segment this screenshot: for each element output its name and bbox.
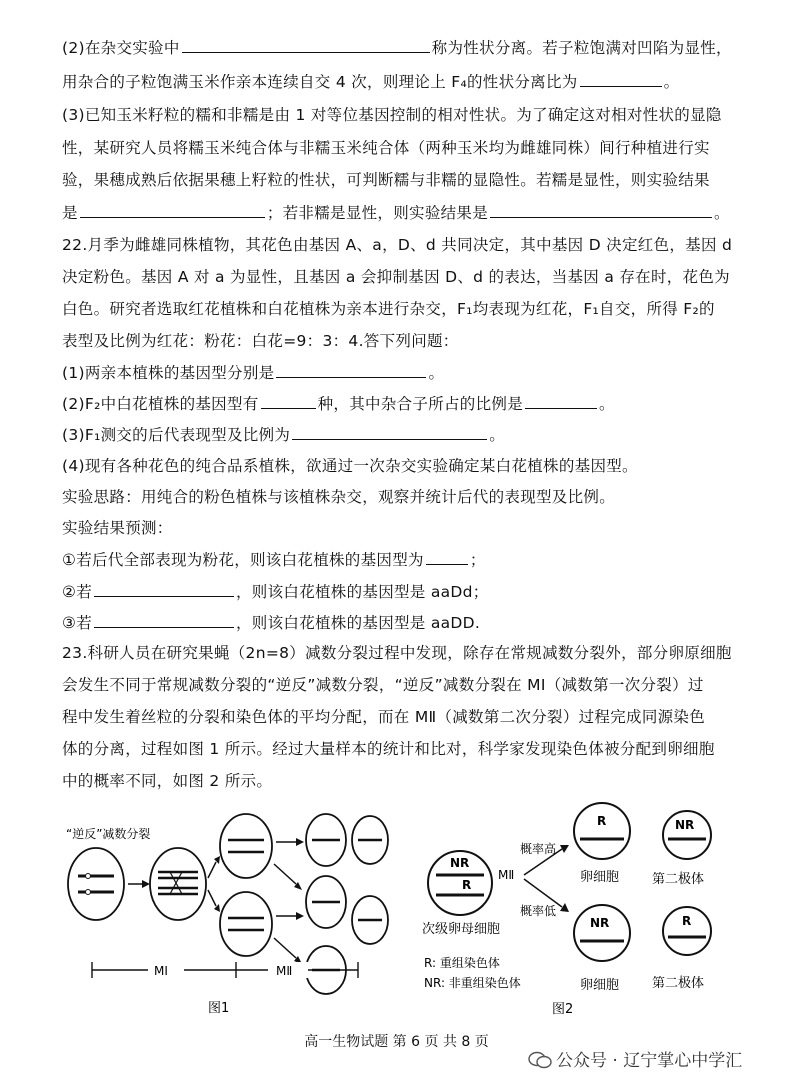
q23-stem-line4: 体的分离，过程如图 1 所示。经过大量样本的统计和比对，科学家发现染色体被分配到卵细胞: [62, 740, 715, 758]
q21-part3-line1: (3)已知玉米籽粒的糯和非糯是由 1 对等位基因控制的相对性状。为了确定这对相对性状的显隐: [62, 106, 722, 124]
r-label: R: [682, 914, 692, 928]
egg-cell-label: 卵细胞: [580, 870, 620, 885]
q22-sub4: (4)现有各种花色的纯合品系植株，欲通过一次杂交实验确定某白花植株的基因型。: [62, 457, 638, 475]
stage-label-mii: MⅡ: [276, 964, 293, 978]
q22-s3-text: (3)F₁测交的后代表现型及比例为: [62, 426, 291, 444]
nr-label: NR: [590, 916, 610, 930]
figure-2-probability: [412, 795, 742, 1025]
answer-blank[interactable]: [292, 423, 487, 440]
q22-sub1: [62, 361, 762, 384]
egg-cell-label: 卵细胞: [580, 978, 620, 993]
q22-r1-text: ①若后代全部表现为粉花，则该白花植株的基因型为: [62, 551, 424, 569]
cell-egg: [574, 803, 630, 859]
answer-blank[interactable]: [94, 580, 234, 597]
mii-label: MⅡ: [498, 868, 515, 882]
answer-blank[interactable]: [276, 361, 426, 378]
q21-part3-line2: 性，某研究人员将糯玉米纯合体与非糯玉米纯合体（两种玉米均为雌雄同株）间行种植进行实: [62, 139, 710, 157]
q21-p2-text-a: (2)在杂交实验中: [62, 39, 180, 57]
stage-label-mi: MⅠ: [154, 964, 168, 978]
r-label: R: [597, 814, 607, 828]
cell-primary-oocyte: [150, 848, 206, 920]
q22-result1: [62, 548, 762, 571]
probability-low-label: 概率低: [520, 904, 557, 918]
q21-p2-text-d: 。: [663, 73, 680, 91]
q22-result3: [62, 611, 762, 634]
cell-oogonium: [68, 848, 124, 920]
figure-1-caption: 图1: [208, 1001, 230, 1016]
r-label: R: [462, 878, 472, 892]
q23-stem-line2: 会发生不同于常规减数分裂的“逆反”减数分裂，“逆反”减数分裂在 MⅠ（减数第一次分裂）过: [62, 676, 704, 694]
q22-s1-text: (1)两亲本植株的基因型分别是: [62, 364, 275, 382]
q23-stem-line3: 程中发生着丝粒的分裂和染色体的平均分配，而在 MⅡ（减数第二次分裂）过程完成同源染色: [62, 708, 706, 726]
q22-experiment-idea: 实验思路：用纯合的粉色植株与该植株杂交，观察并统计后代的表现型及比例。: [62, 488, 616, 506]
q21-part2-line2: [62, 70, 762, 93]
figure-2-caption: 图2: [552, 1002, 574, 1017]
answer-blank[interactable]: [580, 70, 662, 87]
chromosome-pair: [78, 876, 114, 892]
q21-p2-text-b: 称为性状分离。若子粒饱满对凹陷为显性，: [431, 39, 732, 57]
fig1-title: “逆反”减数分裂: [66, 827, 151, 841]
q22-r2-text-a: ②若: [62, 583, 92, 601]
answer-blank[interactable]: [94, 611, 234, 628]
q21-p2-text-c: 用杂合的子粒饱满玉米作亲本连续自交 4 次，则理论上 F₄的性状分离比为: [62, 73, 578, 91]
q22-stem-line3: 白色。研究者选取红花植株和白花植株为亲本进行杂交，F₁均表现为红花，F₁自交，所得 F₂的: [62, 300, 715, 318]
cell-egg: [574, 905, 630, 961]
cell-mi-upper: [220, 814, 272, 878]
legend-r: R: 重组染色体: [424, 956, 500, 970]
q22-result2: [62, 580, 762, 603]
q21-part2-line1: [62, 36, 762, 59]
q22-s2-text-a: (2)F₂中白花植株的基因型有: [62, 395, 259, 413]
q21-part3-line3: 验，果穗成熟后依据果穗上籽粒的性状，可判断糯与非糯的显隐性。若糯是显性，则实验结果: [62, 171, 710, 189]
q22-s2-text-b: 种，其中杂合子所占的比例是: [317, 395, 523, 413]
polar-body-label: 第二极体: [652, 976, 705, 991]
q21-p3-text-c: 。: [714, 204, 730, 222]
q22-r3-text-b: ，则该白花植株的基因型是 aaDD.: [236, 614, 481, 632]
polar-body-label: 第二极体: [652, 872, 705, 887]
answer-blank[interactable]: [490, 201, 712, 218]
q21-p3-text-b: ；若非糯是显性，则实验结果是: [266, 204, 489, 222]
nr-label: NR: [450, 856, 470, 870]
answer-blank[interactable]: [182, 36, 430, 53]
q22-stem-line1: 22.月季为雌雄同株植物，其花色由基因 A、a，D、d 共同决定，其中基因 D 决定红色，基因 d: [62, 236, 733, 254]
q22-stem-line4: 表型及比例为红花：粉花：白花=9：3：4.答下列问题：: [62, 332, 459, 350]
crossing-over-chromatids: [158, 872, 198, 894]
page-footer: 高一生物试题 第 6 页 共 8 页: [304, 1034, 489, 1050]
probability-high-label: 概率高: [520, 842, 557, 856]
answer-blank[interactable]: [426, 548, 468, 565]
q22-prediction-heading: 实验结果预测：: [62, 519, 173, 537]
q22-s3-end: 。: [489, 426, 505, 444]
q22-r3-text-a: ③若: [62, 614, 92, 632]
secondary-oocyte-label: 次级卵母细胞: [422, 922, 501, 937]
nr-label: NR: [675, 818, 695, 832]
figure-1-reverse-meiosis: [58, 812, 398, 1027]
answer-blank[interactable]: [80, 201, 265, 218]
q21-part3-line4: [62, 201, 762, 224]
stage-timeline: [92, 962, 358, 978]
q22-s1-end: 。: [428, 364, 445, 382]
q22-r2-text-b: ，则该白花植株的基因型是 aaDd；: [236, 583, 489, 601]
answer-blank[interactable]: [525, 392, 597, 409]
q23-stem-line1: 23.科研人员在研究果蝇（2n=8）减数分裂过程中发现，除存在常规减数分裂外，部分卵原细胞: [62, 644, 732, 662]
watermark: [528, 1046, 742, 1071]
q23-stem-line5: 中的概率不同，如图 2 所示。: [62, 772, 273, 790]
q22-r1-end: ；: [469, 551, 486, 569]
cell-mi-lower: [220, 892, 272, 956]
answer-blank[interactable]: [261, 392, 316, 409]
q22-stem-line2: 决定粉色。基因 A 对 a 为显性，且基因 a 会抑制基因 D、d 的表达，当基因 a 存在时，花色为: [62, 268, 730, 286]
wechat-icon: [528, 1051, 552, 1069]
q22-sub2: [62, 392, 762, 415]
q22-sub3: [62, 423, 762, 446]
legend-nr: NR: 非重组染色体: [424, 976, 521, 990]
watermark-text: 公众号 · 辽宁掌心中学汇: [556, 1051, 743, 1071]
q21-p3-text-a: 是: [62, 204, 78, 222]
q22-s2-end: 。: [599, 395, 615, 413]
